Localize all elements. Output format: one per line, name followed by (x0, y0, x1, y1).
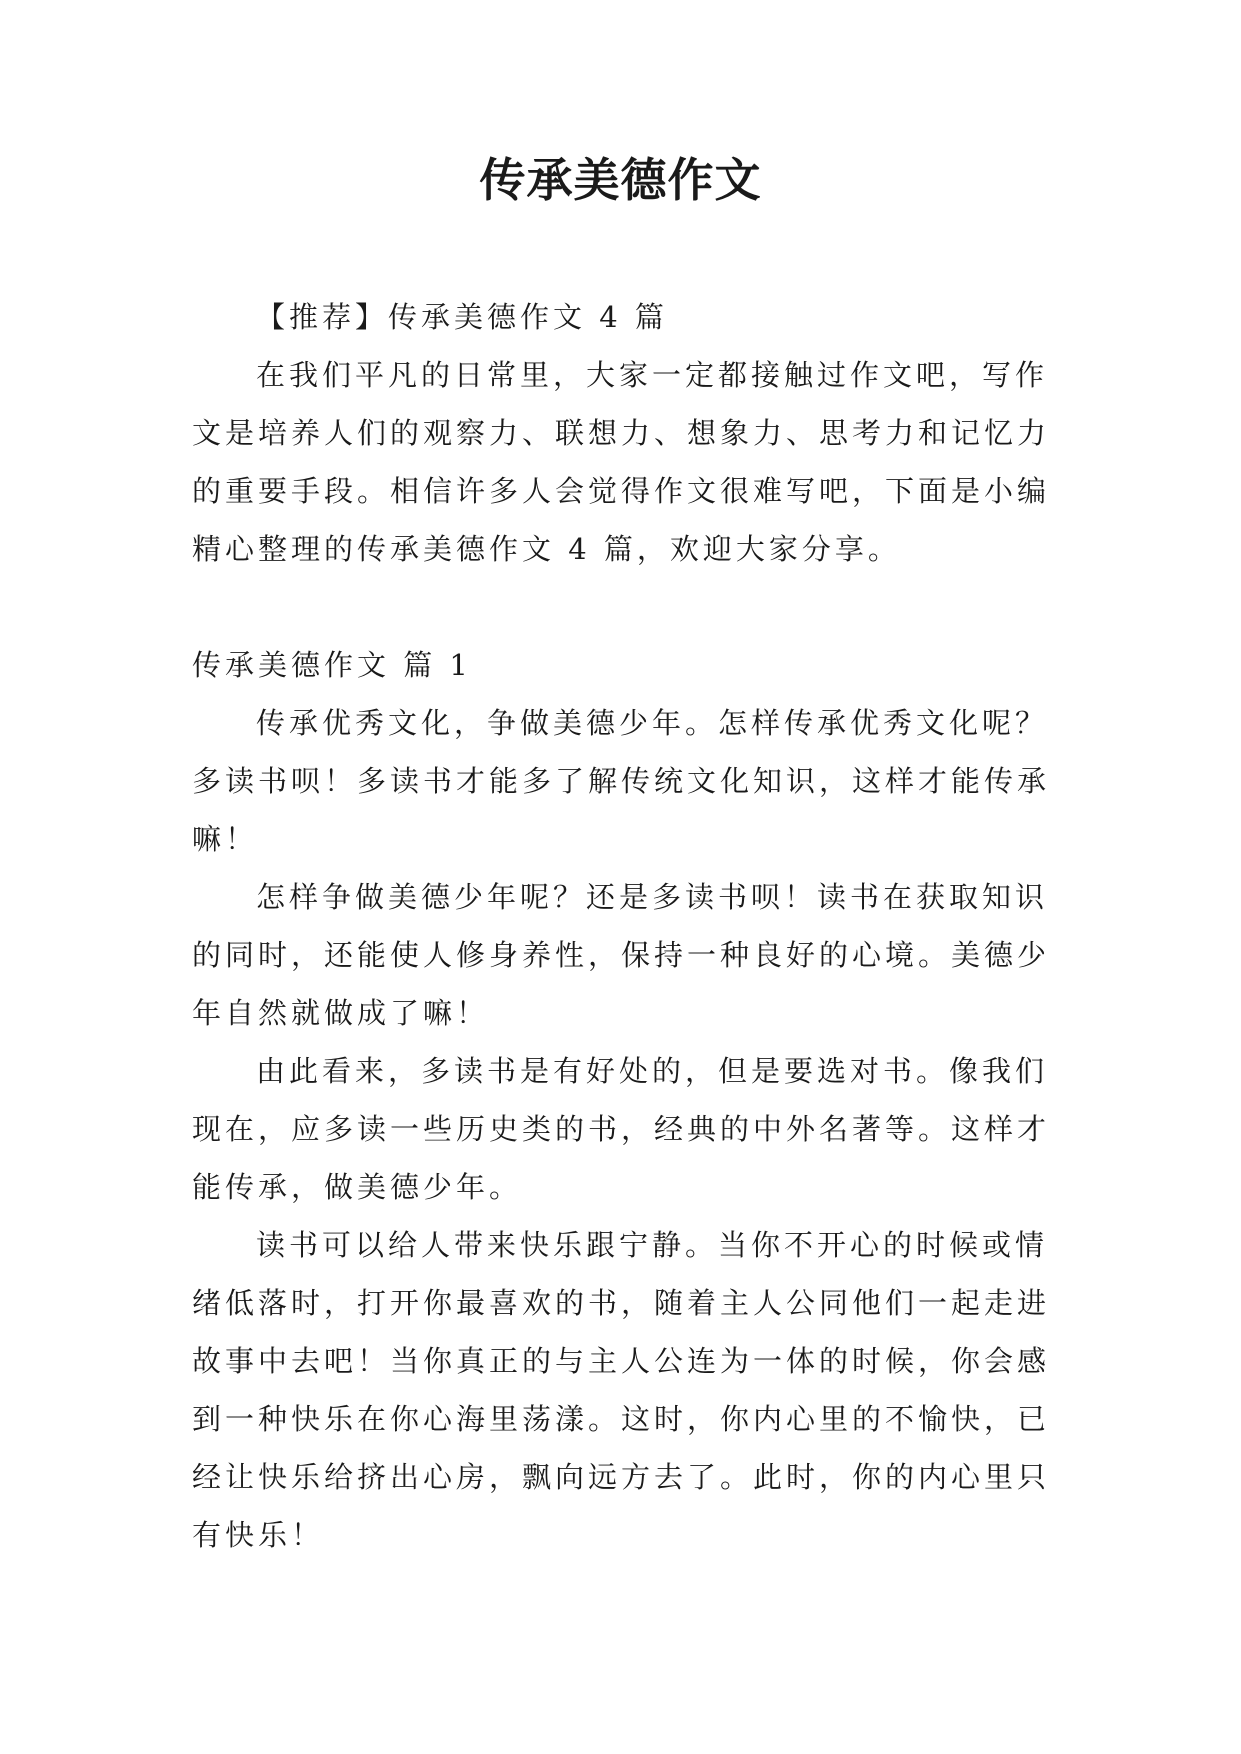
intro-heading: 【推荐】传承美德作文 4 篇 (256, 300, 668, 334)
intro-paragraph: 在我们平凡的日常里，大家一定都接触过作文吧，写作文是培养人们的观察力、联想力、想象力、思考力和记忆力的重要手段。相信许多人会觉得作文很难写吧，下面是小编精心整理的传承美德作文 4 篇，欢迎大家分享。 (192, 358, 1051, 566)
body-paragraph: 由此看来，多读书是有好处的，但是要选对书。像我们现在，应多读一些历史类的书，经典的中外名著等。这样才能传承，做美德少年。 (192, 1054, 1051, 1204)
body-paragraph: 传承优秀文化，争做美德少年。怎样传承优秀文化呢？多读书呗！多读书才能多了解传统文化知识，这样才能传承嘛！ (192, 706, 1051, 856)
document-title: 传承美德作文 (479, 153, 762, 207)
section-heading: 传承美德作文 篇 1 (192, 648, 472, 682)
body-paragraph: 读书可以给人带来快乐跟宁静。当你不开心的时候或情绪低落时，打开你最喜欢的书，随着主人公同他们一起走进故事中去吧！当你真正的与主人公连为一体的时候，你会感到一种快乐在你心海里荡漾。这时，你内心里的不愉快，已经让快乐给挤出心房，飘向远方去了。此时，你的内心里只有快乐！ (192, 1228, 1051, 1552)
body-paragraph: 怎样争做美德少年呢？还是多读书呗！读书在获取知识的同时，还能使人修身养性，保持一种良好的心境。美德少年自然就做成了嘛！ (192, 880, 1051, 1030)
document-body (192, 288, 1052, 1564)
